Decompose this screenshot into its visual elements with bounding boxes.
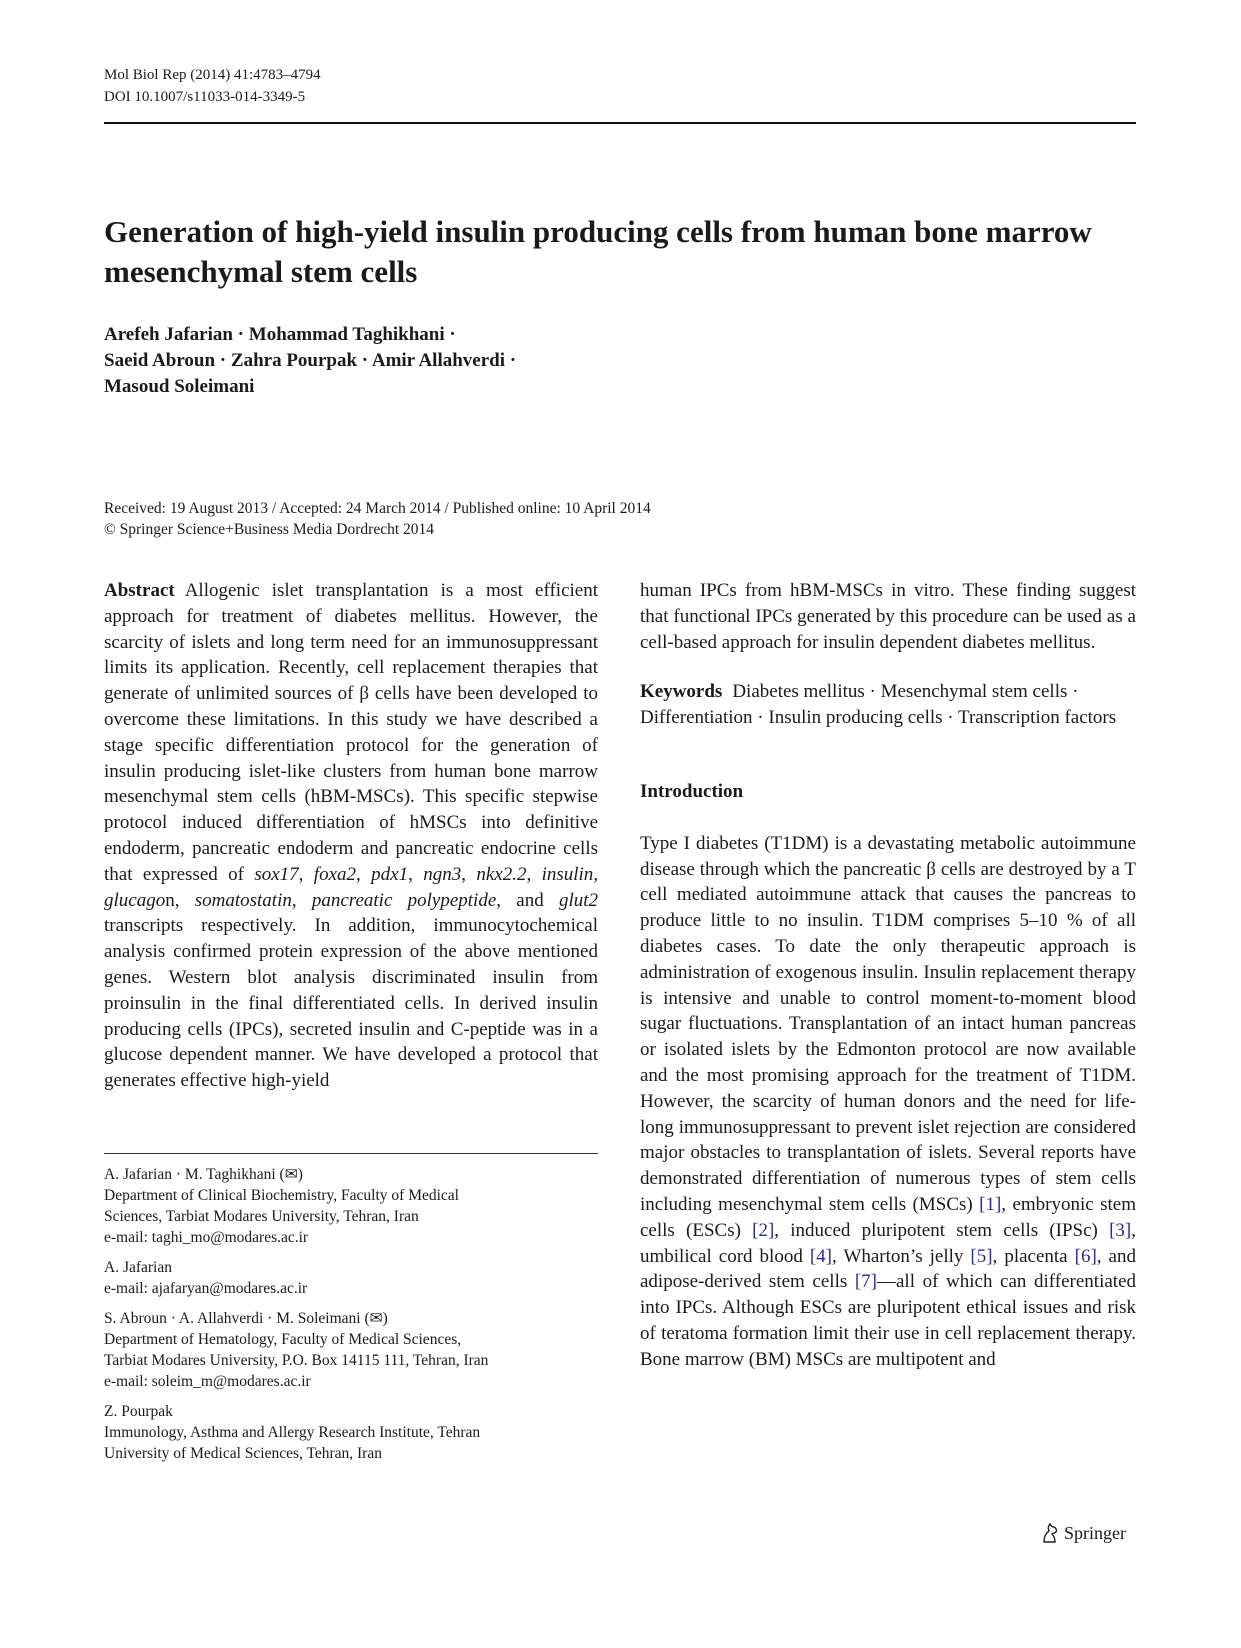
gene-glut2: glut2: [558, 889, 599, 911]
article-title: Generation of high-yield insulin producing cells from human bone marrow mesenchymal stem cells: [104, 214, 1092, 289]
author-line-1: Arefeh Jafarian · Mohammad Taghikhani ·: [104, 324, 456, 345]
gene-somatostatin: somatostatin: [194, 889, 292, 911]
date-history: Received: 19 August 2013 / Accepted: 24 March 2014 / Published online: 10 April 2014: [104, 500, 651, 517]
copyright-notice: © Springer Science+Business Media Dordrecht 2014: [104, 521, 435, 538]
affiliation-block: [104, 1257, 598, 1299]
sep: ,: [593, 863, 599, 885]
intro-text-5: , Wharton’s jelly: [832, 1245, 971, 1267]
intro-text-8: —all of which can differentiated into IPCs. Although ESCs are pluripotent ethical issues and risk of teratoma formation limit their use in cell replacement therapy. Bone marrow (BM) MSCs are multipotent and: [640, 1271, 1136, 1370]
affiliation-email[interactable]: e-mail: taghi_mo@modares.ac.ir: [104, 1229, 309, 1246]
right-column: [640, 578, 1136, 1373]
affiliation-line: Department of Clinical Biochemistry, Faculty of Medical: [104, 1187, 459, 1204]
publisher-name: Springer: [1064, 1522, 1126, 1543]
affiliation-block: [104, 1401, 598, 1464]
gene-pdx1: pdx1: [371, 863, 409, 885]
abstract-text-1: Allogenic islet transplantation is a most efficient approach for treatment of diabetes mellitus. However, the scarcity of islets and long term need for an immunosuppressant limits its application. Recently, cell replacement therapies that generate of unlimited sources of β cells have been developed to overcome these limitations. In this study we have described a stage specific differentiation protocol for the generation of insulin producing islet-like clusters from human bone marrow mesenchymal stem cells (hBM-MSCs). This specific stepwise protocol induced differentiation of hMSCs into definitive endoderm, pancreatic endoderm and pancreatic endocrine cells that expressed of: [104, 580, 598, 885]
affiliation-names: S. Abroun · A. Allahverdi · M. Soleimani (✉): [104, 1310, 388, 1327]
reference-link-5[interactable]: [5]: [970, 1245, 993, 1267]
author-list: [104, 322, 516, 400]
sep: ,: [356, 863, 372, 885]
intro-text-3: , induced pluripotent stem cells (IPSc): [774, 1219, 1110, 1241]
gene-glucagon: glucago: [104, 889, 166, 911]
author-line-3: Masoud Soleimani: [104, 376, 255, 397]
affiliation-email[interactable]: e-mail: ajafaryan@modares.ac.ir: [104, 1280, 308, 1297]
affiliation-names: Z. Pourpak: [104, 1403, 173, 1420]
journal-header: [104, 64, 321, 108]
keywords-text: Diabetes mellitus · Mesenchymal stem cells · Differentiation · Insulin producing cells · Transcription factors: [640, 681, 1117, 729]
sep: ,: [461, 863, 477, 885]
affiliation-email[interactable]: e-mail: soleim_m@modares.ac.ir: [104, 1373, 311, 1390]
abstract-paragraph: [104, 578, 598, 1094]
reference-link-7[interactable]: [7]: [854, 1271, 877, 1293]
and-word: , and: [496, 889, 559, 911]
glucagon-suffix: n: [165, 889, 175, 911]
gene-nkx22: nkx2.2: [476, 863, 527, 885]
affiliation-line: Immunology, Asthma and Allergy Research Institute, Tehran: [104, 1424, 481, 1441]
publisher-logo: [1040, 1522, 1126, 1544]
gene-ngn3: ngn3: [423, 863, 462, 885]
author-line-2: Saeid Abroun · Zahra Pourpak · Amir Allahverdi ·: [104, 350, 517, 371]
springer-horse-icon: [1040, 1522, 1060, 1544]
affiliation-names: A. Jafarian: [104, 1259, 172, 1276]
reference-link-1[interactable]: [1]: [979, 1193, 1002, 1215]
header-rule: [104, 122, 1136, 124]
gene-insulin: insulin: [541, 863, 594, 885]
reference-link-4[interactable]: [4]: [809, 1245, 833, 1267]
gene-foxa2: foxa2: [313, 863, 357, 885]
sep: ,: [408, 863, 424, 885]
affiliation-names: A. Jafarian · M. Taghikhani (✉): [104, 1166, 303, 1183]
affiliation-line: Tarbiat Modares University, P.O. Box 14115 111, Tehran, Iran: [104, 1352, 489, 1369]
affiliations: [104, 1164, 598, 1473]
gene-sox17: sox17: [254, 863, 299, 885]
introduction-paragraph: [640, 831, 1136, 1373]
keywords-paragraph: [640, 679, 1136, 731]
intro-text-6: , placenta: [992, 1245, 1075, 1267]
sep: ,: [291, 889, 312, 911]
intro-text-2: , embryonic stem cells (ESCs): [640, 1193, 1136, 1241]
reference-link-3[interactable]: [3]: [1109, 1219, 1132, 1241]
abstract-column: [104, 578, 598, 1094]
intro-text-7: , and adipose-derived stem cells: [640, 1245, 1136, 1293]
affiliation-line: Sciences, Tarbiat Modares University, Tehran, Iran: [104, 1208, 419, 1225]
affiliation-block: [104, 1308, 598, 1392]
reference-link-6[interactable]: [6]: [1074, 1245, 1097, 1267]
affiliation-line: Department of Hematology, Faculty of Medical Sciences,: [104, 1331, 462, 1348]
intro-text-4: , umbilical cord blood: [640, 1219, 1136, 1267]
publication-dates: [104, 498, 651, 540]
journal-citation: Mol Biol Rep (2014) 41:4783–4794: [104, 67, 321, 83]
abstract-continuation: human IPCs from hBM-MSCs in vitro. These finding suggest that functional IPCs generated by this procedure can be used as a cell-based approach for insulin dependent diabetes mellitus.: [640, 580, 1136, 653]
footnote-rule: [104, 1153, 598, 1154]
gene-pancreatic-polypeptide: pancreatic polypeptide: [311, 889, 497, 911]
abstract-label: Abstract: [104, 580, 175, 601]
sep: ,: [298, 863, 314, 885]
sep: ,: [174, 889, 195, 911]
introduction-heading: Introduction: [640, 780, 744, 802]
affiliation-line: University of Medical Sciences, Tehran, Iran: [104, 1445, 382, 1462]
journal-doi[interactable]: DOI 10.1007/s11033-014-3349-5: [104, 89, 306, 105]
sep: ,: [526, 863, 542, 885]
affiliation-block: [104, 1164, 598, 1248]
abstract-text-2: transcripts respectively. In addition, immunocytochemical analysis confirmed protein expression of the above mentioned genes. Western blot analysis discriminated insulin from proinsulin in the final differentiated cells. In derived insulin producing cells (IPCs), secreted insulin and C-peptide was in a glucose dependent manner. We have developed a protocol that generates effective high-yield: [104, 915, 598, 1092]
keywords-label: Keywords: [640, 681, 723, 703]
intro-text-1: Type I diabetes (T1DM) is a devastating metabolic autoimmune disease through which the pancreatic β cells are destroyed by a T cell mediated autoimmune attack that causes the pancreas to produce little to no insulin. T1DM comprises 5–10 % of all diabetes cases. To date the only therapeutic approach is administration of exogenous insulin. Insulin replacement therapy is intensive and unable to control moment-to-moment blood sugar fluctuations. Transplantation of an intact human pancreas or isolated islets by the Edmonton protocol are now available and the most promising approach for the treatment of T1DM. However, the scarcity of human donors and the need for life-long immunosuppressant to prevent islet rejection are considered major obstacles to transplantation of islets. Several reports have demonstrated differentiation of numerous types of stem cells including mesenchymal stem cells (MSCs): [640, 832, 1136, 1215]
reference-link-2[interactable]: [2]: [752, 1219, 775, 1241]
